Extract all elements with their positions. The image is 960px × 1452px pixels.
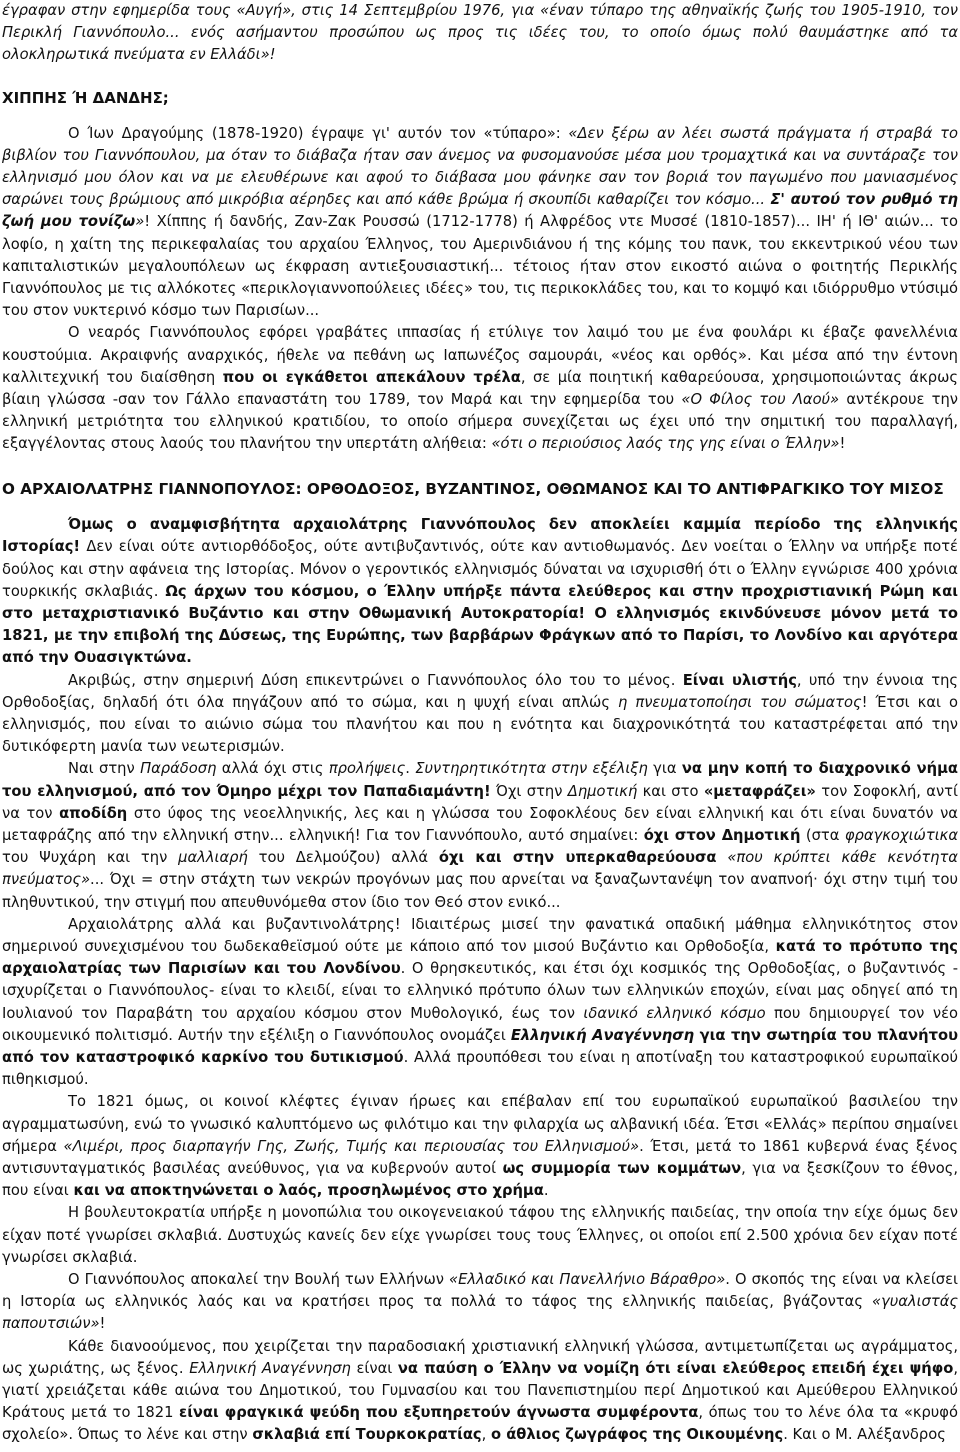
dragoumis-quote: «Δεν ξέρω αν λέει σωστά πράγματα ή στραβά το βιβλίον του Γιαννόπουλου, μα όταν το διάβαζα ήταν σαν άνεμος να φυσομανούσε μέσα μου τρομαχτικά και να συντάραζε τον ελληνισμό μου όλον και να με ελευθέρωνε και αφού το διάβασα μου φάνηκε σαν τον βοριά τον παγωμένο που μανιασμένος σαρώνει τους βρώμιους από μικρόβια αέρηδες και από κάθε βρώμα ή σκουπίδι καθαρίζει τον κόσμο... [2,124,958,209]
tradition-f: Συντηρητικότητα στην εξέλιξη [415,760,648,778]
paragraph-materialist [2,670,958,759]
tradition-g: για [647,760,682,778]
tradition-w [717,849,728,866]
byzantine-g: για την σωτηρία του πλανήτου από τον καταστροφικό καρκίνο του δυτικισμού [2,1026,958,1067]
young-text-g: ! [839,435,846,453]
section-heading-hippie: ΧΙΠΠΗΣ Ή ΔΑΝΔΗΣ; [2,88,169,107]
paragraph-1821 [2,1091,958,1202]
byzantine-h: . Αλλά προυπόθεσι του είναι η αποτίναξη του καταστροφικού ευρωπαϊκού πιθηκισμού. [2,1049,958,1089]
byzantine-b: κατά το πρότυπο της αρχαιολατρίας των Παρισίων και του Λονδίνου [2,938,958,978]
materialist-italic: η πνευματοποίησι του σώματος [618,693,862,711]
tradition-b: Παράδοση [140,760,217,778]
tradition-t: μαλλιαρή [178,849,248,867]
intro-paragraph [2,0,958,67]
byzantine-c: . Ο θρησκευτικός, και έτσι όχι κοσμικός της Ορθοδοξίας, ο βυζαντινός - ισχυρίζεται ο Γιαννόπουλος- είναι το κλειδί, είναι το ελληνικό πρότυπο όλων των ελληνικών εποχών, είναι μας οδηγεί από τη Ιουλιανού τον Παραβάτη του αρχαίου κόσμου στον Μυθολογικό, έως τον [2,960,958,1022]
tradition-v: όχι και στην υπερκαθαρεύουσα [438,849,717,867]
dragoumis-quote-bold: Σ' αυτού τον ρυθμό τη ζωή μου τονίζω [2,191,958,231]
byzantine-f: Ελληνική Αναγέννηση [510,1026,695,1044]
dragoumis-tail: ! Χίππης ή δανδής, Ζαν-Ζακ Ρουσσώ (1712-1778) ή Αλφρέδος ντε Μυσσέ (1810-1857)... ΙΗ' ή ΙΘ' αιών... το λοφίο, η χαίτη της περικεφαλαίας του αρχαίου Έλληνος, του Αμερινδιάνου ή της κόμης του πανκ, του εκκεντρικού νέου των καπιταλιστικών μεγαλουπόλεων ως έκφραση αντιεξουσιαστική... τέτοιος ήταν στον εικοστό αιώνα ο φοιτητής Περικλής Γιαννόπουλος με τις αλλόκοτες «περικλογιαννοπούλειες ιδέες» του, τις περικοκλάδες του, και το κομψό και ιδιόρρυθμο ντύσιμό του στον νυκτερινό κόσμο των Παρισίων... [2,213,958,320]
tradition-y: ... Όχι = στην στάχτη των νεκρών προγόνων μας που αρνείται να ξαναζωντανέψη τον αναπνοή· όχι στην τιμή του πληθυντικού, την στιγμή που απευθυνόμεθα στον ίδιο τον Θεό στον ενικό... [2,871,958,911]
intellectual-g: , όπως του το λένε όλα τα «κρυφό σχολείο». Όπως το λένε και στην [2,1404,958,1444]
intellectual-b: Ελληνική Αναγέννηση [189,1359,351,1377]
dragoumis-lead: Ο Ίων Δραγούμης (1878-1920) έγραψε γι' αυτόν τον «τύπαρο»: [68,124,569,142]
tradition-h: να μην κοπή το διαχρονικό νήμα του ελληνισμού, από τον Όμηρο μέχρι τον Παπαδιαμάντη! [2,760,959,800]
history-text-b: Δεν είναι ούτε αντιορθόδοξος, ούτε αντιβυζαντινός, ούτε καν αντιοθωμανός. Δεν νοείται ο Έλλην να υπήρξε ποτέ δούλος και στην αφάνεια της Ιστορίας. Μόνον ο γεροντικός ελληνισμός δύναται να ισχυρισθή ότι ο Έλλην εγνώρισε 400 χρόνια τουρκικής σκλαβιάς. [2,538,958,600]
paragraph-young-giannopoulos [2,322,958,455]
byzantine-d: ιδανικό ελληνικό κόσμο [583,1004,766,1022]
materialist-a: Ακριβώς, στην σημερινή Δύση επικεντρώνει ο Γιαννόπουλος όλο του το μένος. [68,671,683,689]
young-text-a: Ο νεαρός Γιαννόπουλος εφόρει γραβάτες ιππασίας ή ετύλιγε τον λαιμό του με ένα φουλάρι κι έβαζε φανελλένια κουστούμια. Ακραιφνής αναρχικός, ήθελε να πεθάνη ως Ιαπωνέζος σαμουράι, «νέος και ορθός». Και μέσα από την έντονη καλλιτεχνική του διαίσθηση [2,324,958,386]
parliament-b: «Ελλαδικό και Πανελλήνιο Βάραθρο» [449,1271,726,1289]
tradition-i: Όχι στην [490,782,568,800]
young-text-bold: που οι εγκάθετοι απεκάλουν τρέλα [222,368,521,386]
p1821-b: «Λιμέρι, προς διαρπαγήν Γης, Ζωής, Τιμής και περιουσίας του Ελληνισμού» [63,1137,640,1155]
parliament-a: Ο Γιαννόπουλος αποκαλεί την Βουλή των Ελλήνων [68,1271,450,1289]
history-bold-a: Όμως ο αναμφισβήτητα αρχαιολάτρης Γιαννόπουλος δεν αποκλείει καμμία περίοδο της ελληνικής Ιστορίας! [2,516,958,556]
intellectual-f: είναι φραγκικά ψεύδη που εξυπηρετούν άγνωστα συμφέροντα [179,1404,699,1422]
tradition-c: αλλά όχι στις [216,760,329,778]
p1821-a: Το 1821 όμως, οι κοινοί κλέφτες έγιναν ήρωες και επέβαλαν επί του ευρωπαϊκού ευρωπαϊκού βασιλείου την αγραμματωσύνη, ενώ το γνωσικό καλυπτόμενο ως φιλότιμο και την φιλαρχία ως αλβανική ιδέα. Έτσι «Ελλάς» περίπου σημαίνει σήμερα [2,1093,958,1155]
intellectual-a: Κάθε διανοούμενος, που χειρίζεται την παραδοσιακή χριστιανική ελληνική γλώσσα, αντιμετωπίζεται ως αγράμματος, ως χωριάτης, ως ξένος. [2,1337,958,1377]
intro-text: έγραφαν στην εφημερίδα τους «Αυγή», στις 14 Σεπτεμβρίου 1976, για «έναν τύπαρο της αθηναϊκής ζωής του 1905-1910, τον Περικλή Γιαννόπουλο... ενός ασήμαντου προσώπου ως προς τις ιδέες του, το οποίο όμως πολύ θαυμάστηκε από τα ολοκληρωτικά πνεύματα εν Ελλάδι»! [2,2,958,64]
paragraph-byzantine [2,914,958,1092]
paragraph-history [2,514,958,669]
young-truth-quote: «ότι ο περιούσιος λαός της γης είναι ο Έλλην» [491,435,840,453]
byzantine-e: που δημιουργεί τον νέο οικουμενικό πολιτισμό. Αυτήν την εξέλιξη ο Γιαννόπουλος ονομάζει [2,1004,958,1044]
intellectual-j: ο άθλιος ζωγράφος της Οικουμένης [490,1426,784,1444]
tradition-u: του Δελμούζου) αλλά [247,849,439,867]
paragraph-intellectual [2,1336,958,1447]
section-heading-archaeolater: Ο ΑΡΧΑΙΟΛΑΤΡΗΣ ΓΙΑΝΝΟΠΟΥΛΟΣ: ΟΡΘΟΔΟΞΟΣ, ΒΥΖΑΝΤΙΝΟΣ, ΟΘΩΜΑΝΟΣ ΚΑΙ ΤΟ ΑΝΤΙΦΡΑΓΚΙΚΟ ΤΟΥ ΜΙΣΟΣ [2,479,944,498]
intellectual-i: , [481,1426,491,1444]
p1821-f: και να αποκτηνώνεται ο λαός, προσηλωμένος στο χρήμα [73,1182,544,1200]
materialist-e: ! Έτσι και ο ελληνισμός, που είναι το αιώνιο σώμα του πλανήτου και που η ενότητα και διαχρονικότητά του καταστρέφεται από την δυτικόφερτη μανία των νεωτερισμών. [2,693,959,756]
paragraph-parliament [2,1269,958,1336]
tradition-n: αποδίδη [59,804,128,822]
p1821-e: , για να ξεσκίζουν το έθνος, που είναι [2,1160,958,1200]
tradition-a: Ναι στην [68,760,141,778]
tradition-o: στο ύφος της νεοελληνικής, λες και η γλώσσα του Σοφοκλέους δεν είναι ελληνική και ότι είναι δυνατόν να μεταφράζης από την ελληνική στην... ελληνική! Για τον Γιαννόπουλο, αυτό σημαίνει: [2,804,958,844]
parliament-rule-text: Η βουλευτοκρατία υπήρξε η μονοπώλια του οικογενειακού τάφου της ελληνικής παιδείας, την οποία την είχε όμως δεν είχαν ποτέ γνωρίσει σκλαβιά. Δυστυχώς κανείς δεν είχε γνωρίσει τους τους Έλληνες, οι οποίοι επί 2.500 χρόνια δεν είχαν ποτέ γνωρίσει σκλαβιά. [2,1204,958,1266]
paragraph-tradition [2,758,958,913]
tradition-m: τον Σοφοκλή, αντί να τον [2,782,958,822]
p1821-c: . Έτσι, μετά το 1861 κυβερνά ένας ξένος αντισυνταγματικός βασιλέας ανεύθυνος, για να κυβερνούν αυτοί [2,1137,958,1178]
byzantine-a: Αρχαιολάτρης αλλά και βυζαντινολάτρης! Ιδιαιτέρως μισεί την φανατικά οπαδική μάθημα ελληνικότητος στον σημερινού συνεχισμένου του δωδεκαθεϊσμού ούτε με κάποιο από τον μισού Βυζάντιο και Ορθοδοξία, [2,915,958,956]
young-text-e: αντέκρουε την ελληνική μετριότητα του ελληνικού κρατιδίου, το οποίο σήμερα συνεχίζεται ως έχει υπό την σημιτική του παραλλαγή, εξαγγέλοντας στους λαούς του πλανήτου την υπερτάτη αλήθεια: [2,391,959,453]
p1821-d: ως συμμορία των κομμάτων [502,1160,742,1178]
dragoumis-quote-end: » [135,213,145,231]
tradition-k: και στο [637,782,704,800]
tradition-j: Δημοτική [567,782,638,800]
tradition-p: όχι στον Δημοτική [643,827,801,844]
materialist-c: , υπό την έννοια της Ορθοδοξίας, δηλαδή ότι όλα πηγάζουν από το σώμα, και η ψυχή είναι απλώς [2,671,959,711]
parliament-e: ! [99,1315,106,1333]
materialist-bold: Είναι υλιστής [682,671,797,689]
paragraph-parliament-rule [2,1202,958,1269]
parliament-d: «γυαλιστάς παπουτσιών» [2,1293,958,1333]
p1821-g: . [543,1182,549,1200]
intellectual-d: να παύση ο Έλλην να νομίζη ότι είναι ελεύθερος επειδή έχει ψήφο [397,1359,954,1377]
tradition-l: «μεταφράζει» [703,782,816,800]
tradition-x: «που κρύπτει κάθε κενότητα πνεύματος» [2,849,958,889]
history-bold-c: Ως άρχων του κόσμου, ο Έλλην υπήρξε πάντα ελεύθερος και στην προχριστιανική Ρώμη και στο μεταχριστιανικό Βυζάντιο και στην Οθωμανική Αυτοκρατορία! Ο ελληνισμός εκινδύνευσε μόνον μετά το 1821, με την επιβολή της Δύσεως, της Ευρώπης, των βαρβάρων Φράγκων από το Παρίσι, το Λονδίνο και αργότερα από την Ουασιγκτώνα. [2,582,958,667]
intellectual-h: σκλαβιά επί Τουρκοκρατίας [252,1426,482,1444]
paragraph-dragoumis [2,123,958,323]
tradition-q: (στα [800,827,845,844]
tradition-e: . [405,760,416,778]
young-text-c: , σε μία ποιητική καθαρεύουσα, χρησιμοποιώντας άκρως βίαιη γλώσσα -σαν τον Γάλλο επαναστάτη του 1789, τον Μαρά και την εφημερίδα του [2,368,958,409]
tradition-s: του Ψυχάρη και την [2,849,179,867]
young-newspaper-title: «Ο Φίλος του Λαού» [681,391,840,409]
parliament-c: . Ο σκοπός της είναι να κλείσει η Ιστορία ως ελληνικός λαός και να κρατήσει προς τα πολλά το τάφος της ελληνικής παιδείας, βγάζοντας [2,1271,959,1311]
tradition-d: προλήψεις [328,760,406,778]
intellectual-c: είναι [350,1359,398,1377]
intellectual-e: , γιατί χρειάζεται κάθε αιώνα του Δημοτικού, του Γυμνασίου και του Πανεπιστημίου περί Δημοτικού και Αμεύθερου Ελληνικού Κράτους μετά το 1821 [2,1359,958,1422]
tradition-r: φραγκοχιώτικα [844,827,958,844]
intellectual-k: . Και ο Μ. Αλέξανδρος [783,1426,946,1444]
